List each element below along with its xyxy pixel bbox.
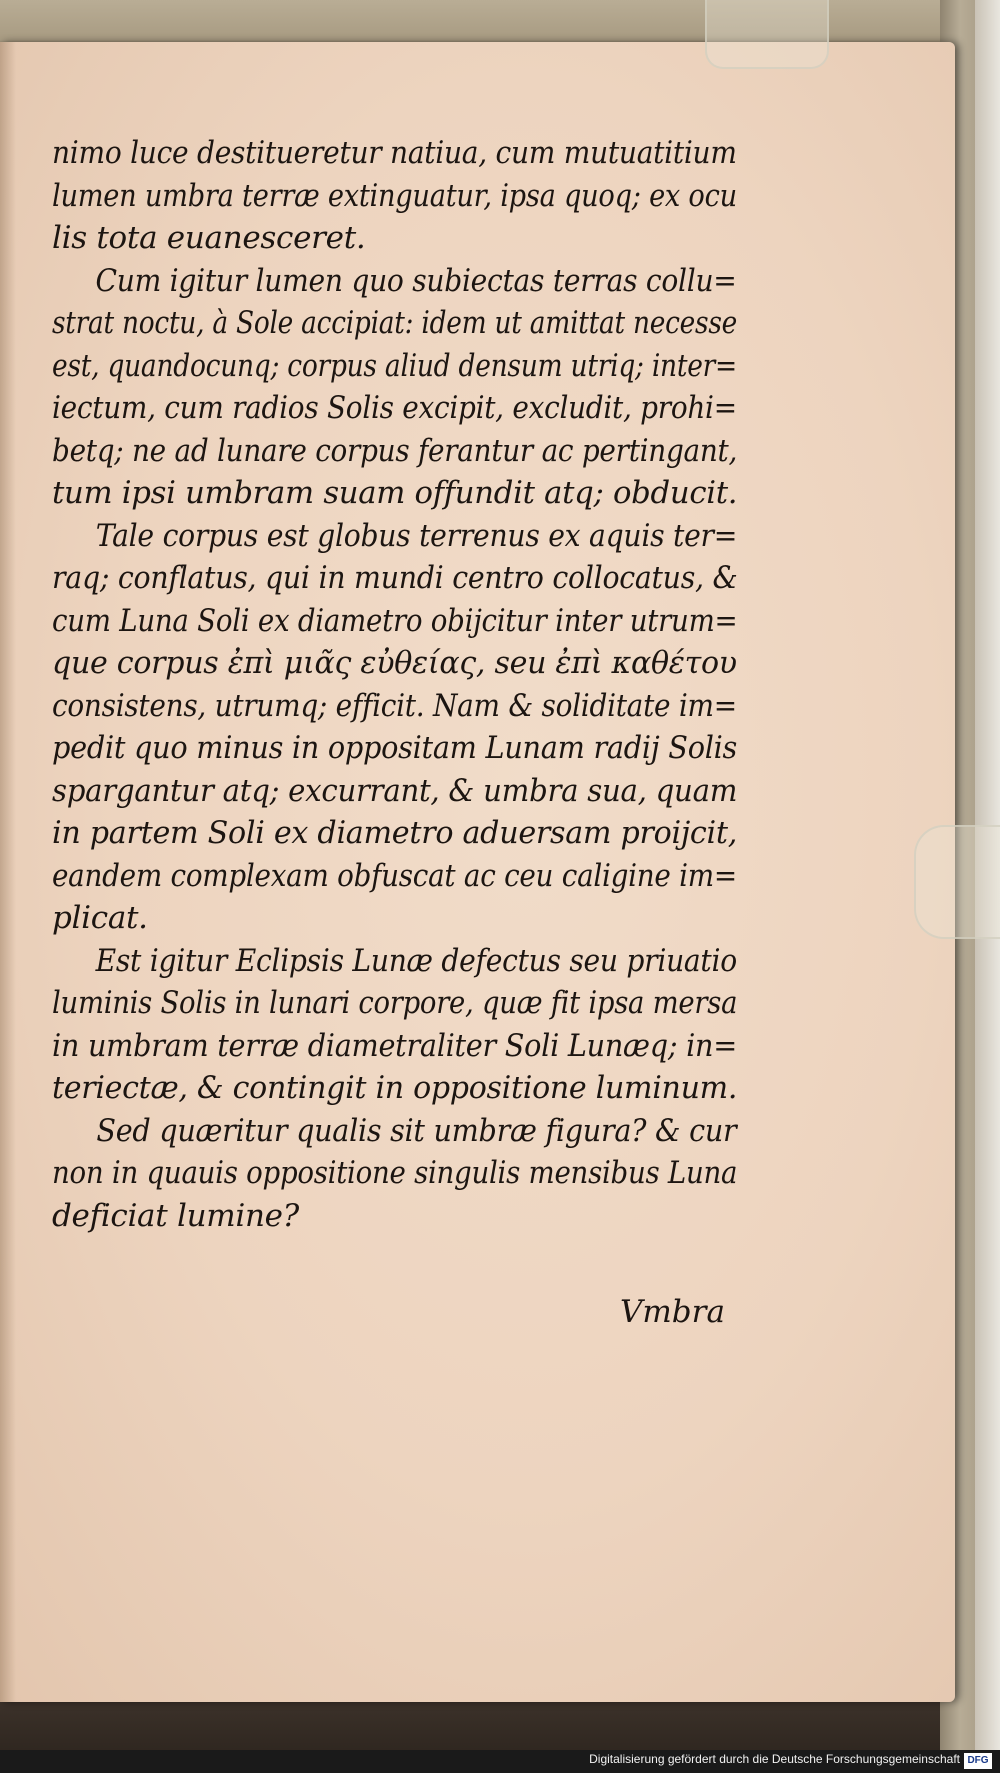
text-line: iectum, cum radios Solis excipit, excludit, prohi= xyxy=(52,390,737,426)
text-line: Est igitur Eclipsis Lunæ defectus seu priuatio xyxy=(95,942,737,979)
text-line: Tale corpus est globus terrenus ex aquis ter= xyxy=(95,517,738,554)
text-line: luminis Solis in lunari corpore, quæ fit ipsa mersa xyxy=(52,985,738,1021)
dfg-logo: DFG xyxy=(964,1753,992,1769)
text-line: strat noctu, à Sole accipiat: idem ut amittat necesse xyxy=(52,305,737,341)
page-text-block xyxy=(52,132,738,1237)
text-line: que corpus ἐπὶ μιᾶς εὐθείας, seu ἐπὶ καθέτου xyxy=(52,645,737,681)
page-gutter-shadow xyxy=(0,42,16,1702)
text-line: cum Luna Soli ex diametro obijcitur inter utrum= xyxy=(52,602,738,639)
text-line: in partem Soli ex diametro aduersam proijcit, xyxy=(52,815,738,851)
catchword: Vmbra xyxy=(620,1294,725,1330)
text-line: deficiat lumine? xyxy=(52,1197,299,1234)
text-line: pedit quo minus in oppositam Lunam radij Solis xyxy=(52,730,738,766)
text-line: in umbram terræ diametraliter Soli Lunæq; in= xyxy=(52,1027,737,1064)
text-line: eandem complexam obfuscat ac ceu caligine im= xyxy=(52,857,737,894)
text-line: consistens, utrumq; efficit. Nam & soliditate im= xyxy=(52,687,737,724)
text-line: nimo luce destitueretur natiua, cum mutuatitium xyxy=(52,135,737,171)
page-clip-right xyxy=(914,825,1000,939)
text-line: lis tota euanesceret. xyxy=(52,220,366,256)
page-clip-top xyxy=(705,0,829,69)
text-line: teriectæ, & contingit in oppositione luminum. xyxy=(52,1070,738,1106)
text-line: Cum igitur lumen quo subiectas terras collu= xyxy=(95,262,737,299)
text-line: tum ipsi umbram suam offundit atq; obducit. xyxy=(52,475,738,511)
text-line: est, quandocunq; corpus aliud densum utriq; inter= xyxy=(52,347,737,384)
text-line: plicat. xyxy=(52,900,148,936)
text-line: spargantur atq; excurrant, & umbra sua, quam xyxy=(52,772,738,809)
text-line: Sed quæritur qualis sit umbræ figura? & cur xyxy=(96,1112,737,1149)
book-page xyxy=(0,42,955,1702)
text-line: lumen umbra terræ extinguatur, ipsa quoq; ex ocu xyxy=(52,177,737,214)
funding-credit: Digitalisierung gefördert durch die Deutsche Forschungsgemeinschaft xyxy=(589,1752,960,1766)
text-line: raq; conflatus, qui in mundi centro collocatus, & xyxy=(52,560,738,596)
text-line: non in quauis oppositione singulis mensibus Luna xyxy=(52,1155,738,1191)
text-line: betq; ne ad lunare corpus ferantur ac pertingant, xyxy=(52,432,738,469)
